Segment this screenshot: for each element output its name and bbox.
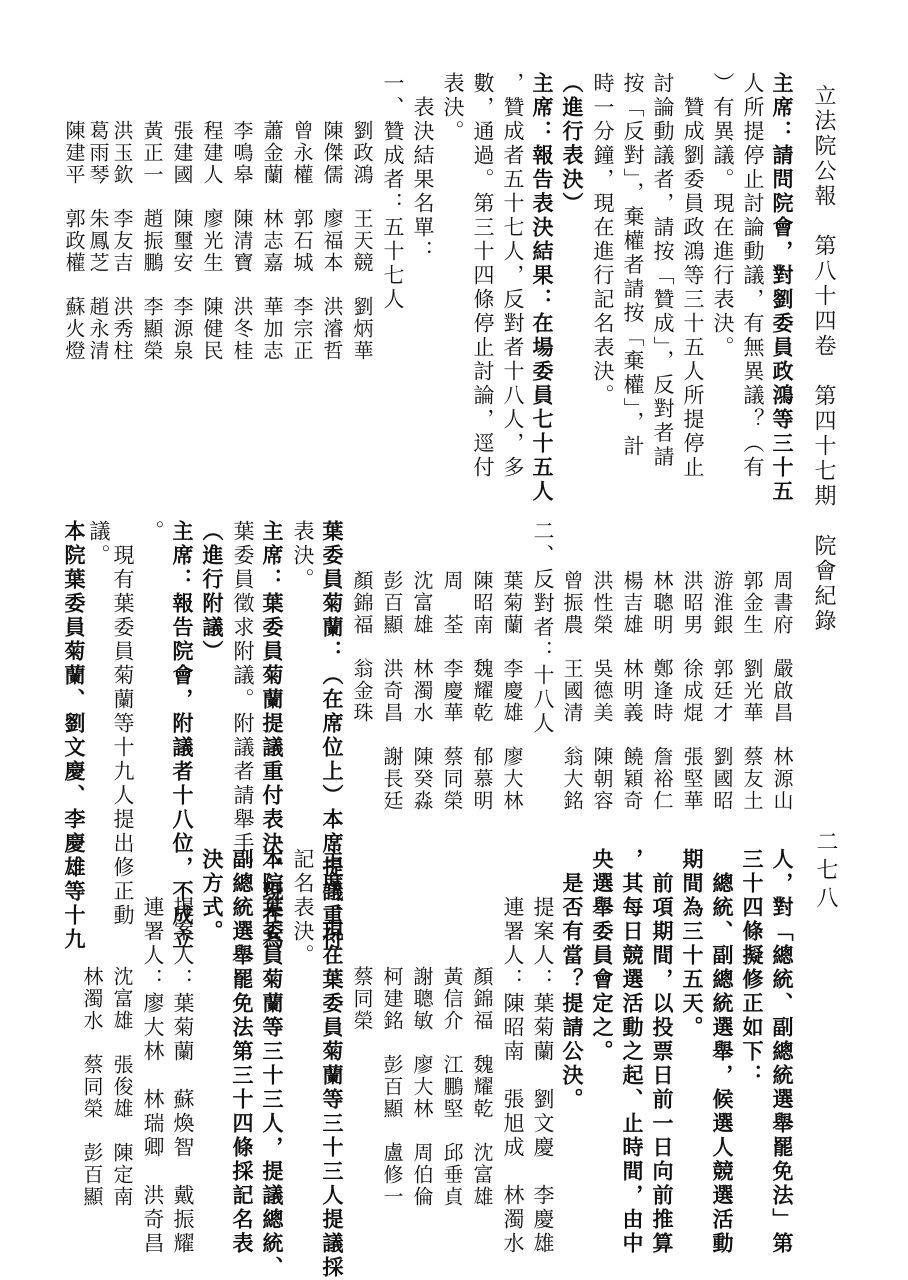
member-name: 彭百顯 <box>80 1142 104 1208</box>
member-name: 洪玉欽 <box>110 120 134 186</box>
member-name: 謝聰敏 <box>410 966 434 1032</box>
text-line: 人，對「總統、副總統選舉罷免法」第 <box>770 848 795 1256</box>
member-name: 黃信介 <box>440 966 464 1032</box>
member-name: 李顯榮 <box>140 296 164 362</box>
name-row <box>172 120 192 384</box>
name-row <box>742 570 762 834</box>
question-line: 是否有當？提請公決。 <box>560 872 585 1112</box>
member-name: 張堅華 <box>680 746 704 812</box>
name-row <box>88 120 108 384</box>
member-name: 郁慕明 <box>470 746 494 812</box>
member-name: 嚴啟昌 <box>770 658 794 724</box>
member-name: 柯建銘 <box>380 966 404 1032</box>
member-name: 陳昭南 <box>470 570 494 636</box>
member-name: 朱鳳芝 <box>86 208 110 274</box>
chair-line: 主席：請問院會，對劉委員政鴻等三十五 <box>770 72 795 504</box>
name-row <box>142 120 162 384</box>
cosigner-line: 連署人：廖大林 林瑞卿 洪奇昌 <box>141 896 165 1256</box>
member-name: 郭金生 <box>740 570 764 636</box>
name-row <box>622 570 642 834</box>
name-row <box>472 570 492 834</box>
member-name: 李鳴皋 <box>230 120 254 186</box>
member-name: 郭廷才 <box>710 658 734 724</box>
member-name: 郭政權 <box>62 208 86 274</box>
member-name: 徐成焜 <box>680 658 704 724</box>
member-name: 張俊雄 <box>110 1054 134 1120</box>
member-name: 沈富雄 <box>110 966 134 1032</box>
name-row <box>682 570 702 834</box>
name-row <box>322 120 342 384</box>
member-name: 洪秀柱 <box>110 296 134 362</box>
member-name: 廖福本 <box>320 208 344 274</box>
chair-line: 主席：報告表決結果：在場委員七十五人 <box>530 72 555 504</box>
member-name: 江鵬堅 <box>440 1054 464 1120</box>
member-name: 周伯倫 <box>410 1142 434 1208</box>
name-row <box>352 120 372 384</box>
member-name: 林聰明 <box>650 570 674 636</box>
member-name: 廖光生 <box>200 208 224 274</box>
member-name: 魏耀乾 <box>470 658 494 724</box>
name-row <box>652 570 672 834</box>
name-row <box>412 570 432 834</box>
member-name: 邱垂貞 <box>440 1142 464 1208</box>
text-line: 總統、副總統選舉，候選人競選活動 <box>710 872 735 1256</box>
member-name: 魏耀乾 <box>470 1054 494 1120</box>
voting-note: （進行表決） <box>560 72 585 216</box>
name-row <box>592 570 612 834</box>
text-line: 贊成劉委員政鴻等三十五人所提停止 <box>681 96 705 480</box>
member-name: 林志嘉 <box>260 208 284 274</box>
text-line: 記名表決。 <box>291 848 315 968</box>
chair-line: 主席：葉委員菊蘭提議重付表決，現在為 <box>260 520 285 952</box>
member-name: 葛雨琴 <box>86 120 110 186</box>
text-line: 人所提停止討論動議，有無異議？（有 <box>741 72 765 480</box>
member-name: 蔡同榮 <box>350 966 374 1032</box>
member-name: 黃正一 <box>140 120 164 186</box>
chair-line: 主席：報告院會，附議者十八位，不成立 <box>170 520 195 952</box>
member-name: 廖大林 <box>500 746 524 812</box>
name-row <box>472 966 492 1230</box>
text-line: 表決。 <box>441 72 465 144</box>
text-line: 時一分鐘，現在進行記名表決。 <box>591 72 615 408</box>
member-name: 李宗正 <box>290 296 314 362</box>
name-row <box>202 120 222 384</box>
member-name: 鄭逢時 <box>650 658 674 724</box>
name-row <box>502 570 522 834</box>
text-line: 三十四條擬修正如下： <box>740 848 765 1088</box>
page-header-title: 立法院公報 第八十四卷 第四十七期 院會紀錄 <box>811 84 836 634</box>
member-name: 游淮銀 <box>710 570 734 636</box>
member-name: 周 荃 <box>440 570 464 636</box>
member-name: 周書府 <box>770 570 794 636</box>
member-name: 蘇火燈 <box>62 296 86 362</box>
name-row <box>232 120 252 384</box>
text-line: 表決。 <box>291 520 315 592</box>
seconding-note: （進行附議） <box>200 520 225 664</box>
speaker-line: 葉委員菊蘭：（在席位上）本席提議重付 <box>320 520 345 952</box>
member-name: 翁大銘 <box>560 746 584 812</box>
member-name: 華加志 <box>260 296 284 362</box>
text-line: 央選舉委員會定之。 <box>590 848 615 1064</box>
member-name: 陳傑儒 <box>320 120 344 186</box>
member-name: 陳定南 <box>110 1142 134 1208</box>
name-row <box>292 120 312 384</box>
text-line: 前項期間，以投票日前一日向前推算 <box>650 872 675 1256</box>
page-number: 二七八 <box>813 830 838 914</box>
member-name: 王國清 <box>560 658 584 724</box>
name-row <box>262 120 282 384</box>
name-row <box>412 966 432 1230</box>
member-name: 楊吉雄 <box>620 570 644 636</box>
text-line: ，贊成者五十七人，反對者十八人，多 <box>501 72 525 480</box>
text-line: 本院葉委員菊蘭等三十三人，提議總統、 <box>260 848 285 1280</box>
member-name: 李慶雄 <box>500 658 524 724</box>
result-heading: 表決結果名單： <box>411 96 435 264</box>
member-name: 林濁水 <box>80 966 104 1032</box>
member-name: 陳建平 <box>62 120 86 186</box>
member-name: 洪冬桂 <box>230 296 254 362</box>
member-name: 蕭金蘭 <box>260 120 284 186</box>
text-line: 期間為三十五天。 <box>680 848 705 1040</box>
text-line: 按「反對」，棄權者請按「棄權」，計 <box>621 72 645 459</box>
text-line: 議。 <box>87 520 111 568</box>
member-name: 張建國 <box>170 120 194 186</box>
name-row <box>562 570 582 834</box>
text-line: 現有葉委員菊蘭等十九人提出修正動 <box>111 544 135 928</box>
text-line: 數，通過。第三十四條停止討論，逕付 <box>471 72 495 480</box>
member-name: 蔡同榮 <box>440 746 464 812</box>
member-name: 王天競 <box>350 208 374 274</box>
member-name: 林明義 <box>620 658 644 724</box>
member-name: 郭石城 <box>290 208 314 274</box>
member-name: 曾永權 <box>290 120 314 186</box>
member-name: 李慶華 <box>440 658 464 724</box>
member-name: 李源泉 <box>170 296 194 362</box>
member-name: 洪奇昌 <box>380 658 404 724</box>
member-name: 蔡友土 <box>740 746 764 812</box>
member-name: 盧修一 <box>380 1142 404 1208</box>
name-row <box>112 120 132 384</box>
member-name: 曾振農 <box>560 570 584 636</box>
member-name: 劉政鴻 <box>350 120 374 186</box>
member-name: 蔡同榮 <box>80 1054 104 1120</box>
chair-line: 主席：現在葉委員菊蘭等三十三人提議採 <box>320 848 345 1280</box>
member-name: 洪性榮 <box>590 570 614 636</box>
name-row <box>352 966 372 1054</box>
member-name: 李友吉 <box>110 208 134 274</box>
member-name: 翁金珠 <box>350 658 374 724</box>
member-name: 謝長廷 <box>380 746 404 812</box>
text-line: ）有異議。現在進行表決。 <box>711 72 735 360</box>
member-name: 彭百顯 <box>380 1054 404 1120</box>
text-line: 討論動議者，請按「贊成」，反對者請 <box>651 72 675 470</box>
member-name: 林源山 <box>770 746 794 812</box>
name-row <box>382 570 402 834</box>
name-row <box>352 570 372 746</box>
member-name: 劉國昭 <box>710 746 734 812</box>
proposer-line: 提案人：葉菊蘭 蘇煥智 戴振耀 <box>171 896 195 1256</box>
text-line: 副總統選舉罷免法第三十四條採記名表 <box>230 848 255 1256</box>
member-name: 林濁水 <box>410 658 434 724</box>
member-name: 程建人 <box>200 120 224 186</box>
member-name: 詹裕仁 <box>650 746 674 812</box>
name-row <box>64 120 84 384</box>
text-line: 葉委員徵求附議。附議者請舉手。 <box>231 520 255 880</box>
proposer-line: 提案人：葉菊蘭 劉文慶 李慶雄 <box>531 896 555 1256</box>
member-name: 洪昭男 <box>680 570 704 636</box>
name-row <box>772 570 792 834</box>
member-name: 趙永清 <box>86 296 110 362</box>
member-name: 洪濬哲 <box>320 296 344 362</box>
member-name: 廖大林 <box>410 1054 434 1120</box>
member-name: 陳璽安 <box>170 208 194 274</box>
name-row <box>112 966 132 1230</box>
member-name: 吳德美 <box>590 658 614 724</box>
member-name: 陳清寶 <box>230 208 254 274</box>
name-row <box>442 966 462 1230</box>
text-line: 本院葉委員菊蘭、劉文慶、李慶雄等十九 <box>62 520 87 952</box>
text-line: 決方式。 <box>200 848 225 944</box>
name-row <box>82 966 102 1230</box>
text-line: ，其每日競選活動之起、止時間，由中 <box>620 848 645 1256</box>
no-heading: 二、反對者：十八人 <box>531 520 555 736</box>
name-row <box>712 570 732 834</box>
cosigner-line: 連署人：陳昭南 張旭成 林濁水 <box>501 896 525 1256</box>
member-name: 沈富雄 <box>410 570 434 636</box>
member-name: 彭百顯 <box>380 570 404 636</box>
member-name: 顏錦福 <box>470 966 494 1032</box>
member-name: 劉光華 <box>740 658 764 724</box>
member-name: 沈富雄 <box>470 1142 494 1208</box>
member-name: 劉炳華 <box>350 296 374 362</box>
member-name: 顏錦福 <box>350 570 374 636</box>
member-name: 趙振鵬 <box>140 208 164 274</box>
member-name: 陳健民 <box>200 296 224 362</box>
yes-heading: 一、贊成者：五十七人 <box>381 72 405 312</box>
member-name: 陳朝容 <box>590 746 614 812</box>
name-row <box>382 966 402 1230</box>
name-row <box>442 570 462 834</box>
member-name: 陳癸淼 <box>410 746 434 812</box>
member-name: 葉菊蘭 <box>500 570 524 636</box>
text-line: 。 <box>141 520 165 544</box>
member-name: 饒穎奇 <box>620 746 644 812</box>
